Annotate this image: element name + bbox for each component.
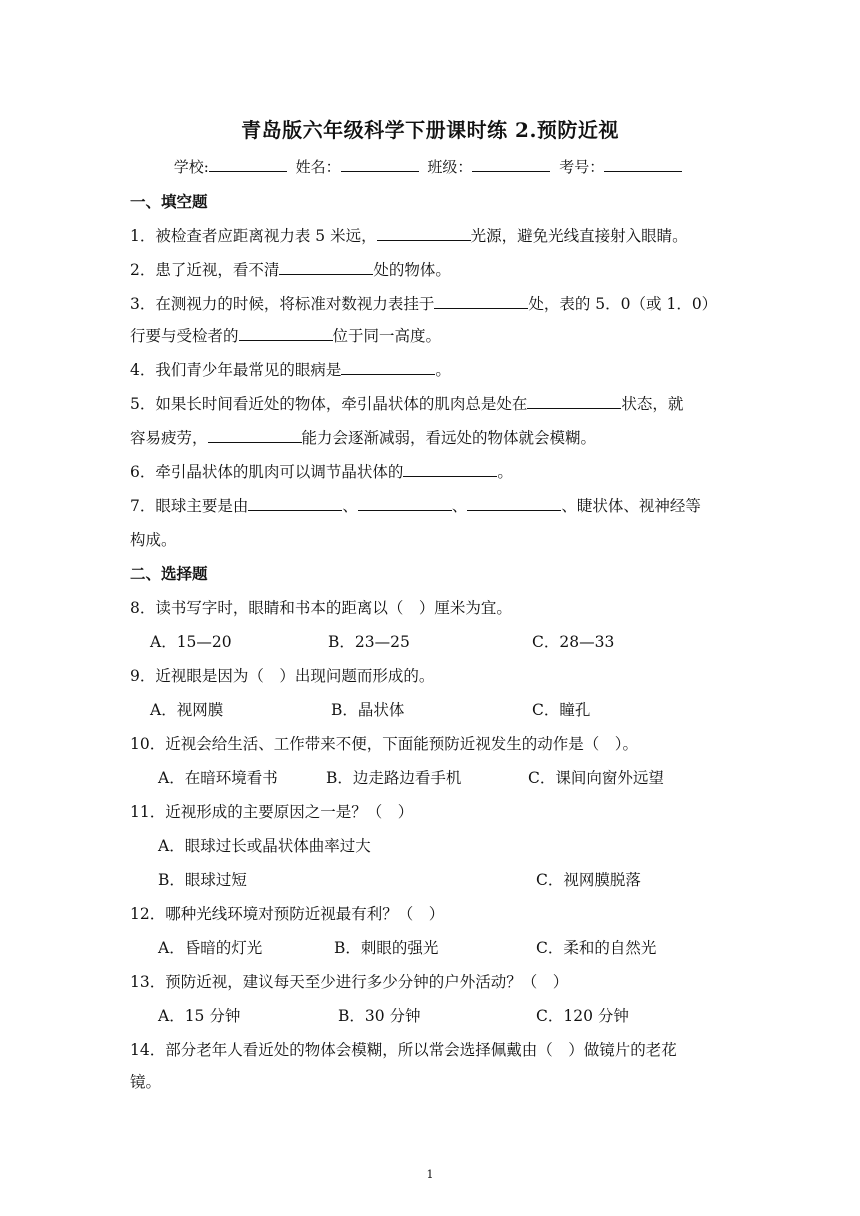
q7-blank-1[interactable] <box>248 495 342 511</box>
q7-text-e: 构成。 <box>130 531 177 549</box>
page-title: 青岛版六年级科学下册课时练 2.预防近视 <box>241 118 619 142</box>
name-label: 姓名： <box>295 158 341 176</box>
q4-text-b: 。 <box>435 361 451 379</box>
question-1 <box>130 224 740 246</box>
q5-text-c: 容易疲劳， <box>130 429 208 447</box>
q7-sep-2: 、 <box>451 497 468 515</box>
q3-text-c: 行要与受检者的 <box>130 327 239 345</box>
q6-text-b: 。 <box>497 463 513 481</box>
q5-text-d: 能力会逐渐减弱，看远处的物体就会模糊。 <box>301 429 597 447</box>
q2-text-b: 处的物体。 <box>373 261 451 279</box>
q7-blank-2[interactable] <box>358 495 452 511</box>
question-11: 11．近视形成的主要原因之一是？（ ） <box>130 803 414 821</box>
q2-blank[interactable] <box>279 259 373 275</box>
q1-text-b: 光源，避免光线直接射入眼睛。 <box>470 227 688 245</box>
exam-no-label: 考号： <box>559 158 605 176</box>
question-13: 13．预防近视，建议每天至少进行多少分钟的户外活动？（ ） <box>130 973 569 991</box>
question-5-line-2 <box>130 426 740 448</box>
q5-text-a: 5．如果长时间看近处的物体，牵引晶状体的肌肉总是处在 <box>130 395 528 413</box>
student-info-line <box>0 156 860 177</box>
question-9: 9．近视眼是因为（ ）出现问题而形成的。 <box>130 667 435 685</box>
question-7-line-1 <box>130 494 740 516</box>
q13-option-b[interactable]: B．30 分钟 <box>338 1007 421 1025</box>
question-2 <box>130 258 740 280</box>
q3-blank-1[interactable] <box>434 293 528 309</box>
question-14-line-1: 14．部分老年人看近处的物体会模糊，所以常会选择佩戴由（ ）做镜片的老花 <box>130 1041 677 1059</box>
q8-option-a[interactable]: A．15—20 <box>150 633 232 651</box>
question-10: 10．近视会给生活、工作带来不便，下面能预防近视发生的动作是（ ）。 <box>130 735 638 753</box>
class-label: 班级： <box>427 158 473 176</box>
q1-blank[interactable] <box>377 225 471 241</box>
class-blank[interactable] <box>472 157 550 172</box>
q9-option-c[interactable]: C．瞳孔 <box>532 701 591 719</box>
q5-blank-2[interactable] <box>208 427 302 443</box>
q8-option-b[interactable]: B．23—25 <box>328 633 410 651</box>
question-14-line-2: 镜。 <box>130 1073 162 1091</box>
q3-text-a: 3．在测视力的时候，将标准对数视力表挂于 <box>130 295 435 313</box>
q10-option-b[interactable]: B．边走路边看手机 <box>326 769 462 787</box>
question-8: 8．读书写字时，眼睛和书本的距离以（ ）厘米为宜。 <box>130 599 512 617</box>
question-6 <box>130 460 740 482</box>
q2-text-a: 2．患了近视，看不清 <box>130 261 280 279</box>
q4-text-a: 4．我们青少年最常见的眼病是 <box>130 361 342 379</box>
q12-option-a[interactable]: A．昏暗的灯光 <box>158 939 263 957</box>
school-label: 学校: <box>173 158 209 176</box>
q7-text-d: 、睫状体、视神经等 <box>561 497 701 515</box>
exam-no-blank[interactable] <box>604 157 682 172</box>
question-12: 12．哪种光线环境对预防近视最有利？（ ） <box>130 905 445 923</box>
q6-text-a: 6．牵引晶状体的肌肉可以调节晶状体的 <box>130 463 404 481</box>
question-3-line-1 <box>130 292 740 314</box>
page-number: 1 <box>426 1168 434 1181</box>
question-3-line-2 <box>130 324 740 346</box>
section-fill-heading: 一、填空题 <box>130 192 208 211</box>
question-4 <box>130 358 740 380</box>
q3-text-b: 处，表的 5．0（或 1．0） <box>528 295 718 313</box>
q12-option-c[interactable]: C．柔和的自然光 <box>536 939 657 957</box>
section-choice-heading: 二、选择题 <box>130 564 208 583</box>
name-blank[interactable] <box>341 157 419 172</box>
q13-option-a[interactable]: A．15 分钟 <box>158 1007 241 1025</box>
q6-blank[interactable] <box>403 461 497 477</box>
q7-text-a: 7．眼球主要是由 <box>130 497 249 515</box>
q12-option-b[interactable]: B．刺眼的强光 <box>334 939 439 957</box>
q5-blank-1[interactable] <box>527 393 621 409</box>
q9-option-a[interactable]: A．视网膜 <box>150 701 224 719</box>
q1-text-a: 1．被检查者应距离视力表 5 米远， <box>130 227 377 245</box>
q8-option-c[interactable]: C．28—33 <box>532 633 615 651</box>
q11-option-b[interactable]: B．眼球过短 <box>158 871 247 889</box>
question-7-line-2 <box>130 528 740 550</box>
question-5-line-1 <box>130 392 740 414</box>
q10-option-c[interactable]: C．课间向窗外远望 <box>528 769 664 787</box>
q3-blank-2[interactable] <box>239 325 333 341</box>
q9-option-b[interactable]: B．晶状体 <box>331 701 405 719</box>
q7-blank-3[interactable] <box>467 495 561 511</box>
q4-blank[interactable] <box>341 359 435 375</box>
q3-text-d: 位于同一高度。 <box>332 327 442 345</box>
school-blank[interactable] <box>209 157 287 172</box>
q11-option-a[interactable]: A．眼球过长或晶状体曲率过大 <box>158 837 371 855</box>
q10-option-a[interactable]: A．在暗环境看书 <box>158 769 278 787</box>
q7-sep-1: 、 <box>342 497 358 515</box>
q11-option-c[interactable]: C．视网膜脱落 <box>536 871 641 889</box>
q13-option-c[interactable]: C．120 分钟 <box>536 1007 629 1025</box>
q5-text-b: 状态，就 <box>621 395 684 413</box>
